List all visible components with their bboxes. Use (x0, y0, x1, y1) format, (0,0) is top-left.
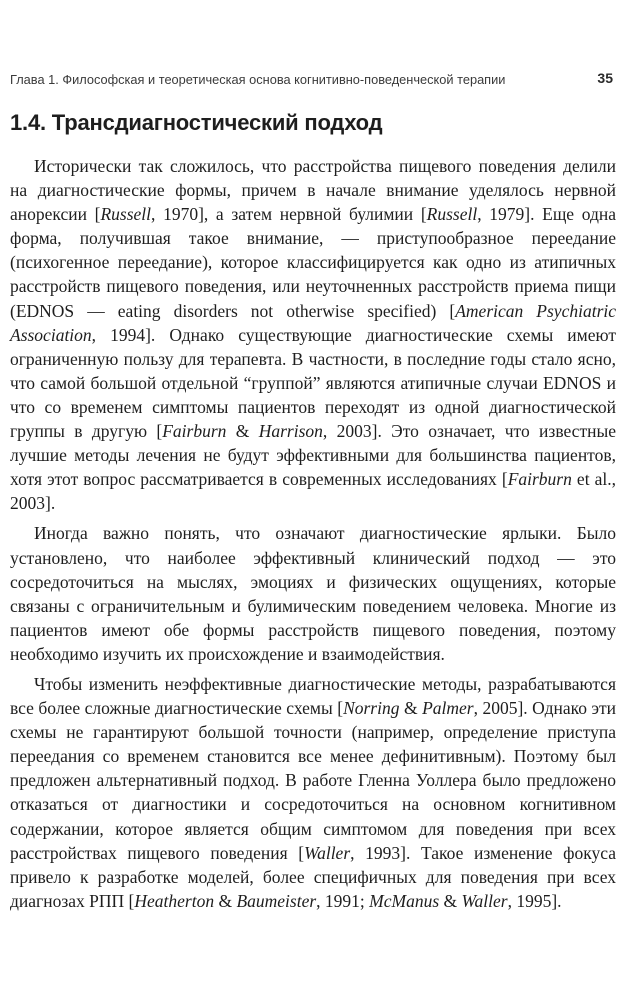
paragraph-text: , 1993]. Такое изменение фокуса привело к разработке моделей, более специфичных для поведения при всех диагнозах РПП [ (10, 842, 616, 911)
paragraph-text: et al., 2003]. (10, 469, 616, 514)
paragraph-text: , 2003]. Это означает, что известные лучшие методы лечения не будут эффективными для большинства пациентов, хотя этот вопрос рассматривается в современных исследованиях [ (10, 421, 616, 490)
paragraph-text: , 2005]. Однако эти схемы не гарантируют большой точности (например, определение приступа переедания со временем становится все менее дефинитивным). Поэтому был предложен альтернативный подход. В работе Гленна Уоллера было предложено отказаться от диагностики и сосредоточиться на основном когнитивном содержании, которое является общим симптомом для поведения при всех расстройствах пищевого поведения [ (10, 698, 616, 863)
paragraph-text: , 1994]. Однако существующие диагностические схемы имеют ограниченную пользу для терапевта. В частности, в последние годы стало ясно, что самой большой отдельной “группой” являются атипичные случаи EDNOS и что со временем симптомы пациентов переходят из одной диагностической группы в другую [ (10, 324, 616, 442)
section-title: 1.4. Трансдиагностический подход (10, 110, 383, 135)
citation-author: Norring (343, 698, 400, 719)
paragraph-text: & (214, 890, 237, 911)
paragraph-1 (10, 154, 616, 515)
running-head-title: Глава 1. Философская и теоретическая основа когнитивно-поведенческой терапии (10, 72, 506, 87)
citation-author: Palmer (422, 698, 474, 719)
running-head (10, 70, 615, 92)
paragraph-text: & (226, 421, 259, 442)
paragraph-text: Иногда важно понять, что означают диагностические ярлыки. Было установлено, что наиболее эффективный клинический подход — это сосредоточиться на мыслях, эмоциях и физических ощущениях, которые связаны с ограничительным и булимическим поведением человека. Многие из пациентов имеют обе формы расстройств пищевого поведения, поэтому необходимо изучить их происхождение и взаимодействия. (10, 523, 616, 664)
citation-author: McManus (369, 890, 440, 911)
paragraph-text: , 1991; (316, 890, 370, 911)
paragraph-text: , 1979]. Еще одна форма, получившая такое внимание, — приступообразное переедание (психогенное переедание), которое классифицируется как одно из атипичных расстройств пищевого поведения, или неуточненных расстройств приема пищи (EDNOS — eating disorders not otherwise specified) [ (10, 204, 617, 321)
body-text (10, 154, 616, 919)
citation-author: Baumeister (236, 890, 317, 911)
citation-author: American Psychiatric Association (10, 300, 617, 345)
paragraph-text: , 1970], а затем нервной булимии [ (151, 204, 427, 225)
paragraph-3 (10, 672, 616, 913)
citation-author: Heatherton (134, 890, 215, 911)
citation-author: Fairburn (507, 469, 572, 490)
paragraph-2 (10, 521, 616, 666)
citation-author: Waller (461, 890, 508, 911)
page-number: 35 (597, 70, 613, 86)
citation-author: Fairburn (162, 421, 227, 442)
paragraph-text: Исторически так сложилось, что расстройства пищевого поведения делили на диагностические формы, причем в начале внимание уделялось нервной анорексии [ (10, 156, 616, 225)
citation-author: Waller (304, 842, 351, 863)
paragraph-text: & (439, 890, 462, 911)
citation-author: Russell (100, 204, 152, 225)
citation-author: Russell (426, 204, 478, 225)
paragraph-text: Чтобы изменить неэффективные диагностические методы, разрабатываются все более сложные диагностические схемы [ (10, 673, 616, 719)
paragraph-text: , 1995]. (507, 890, 562, 911)
citation-author: Harrison (258, 421, 323, 442)
paragraph-text: & (399, 698, 423, 719)
